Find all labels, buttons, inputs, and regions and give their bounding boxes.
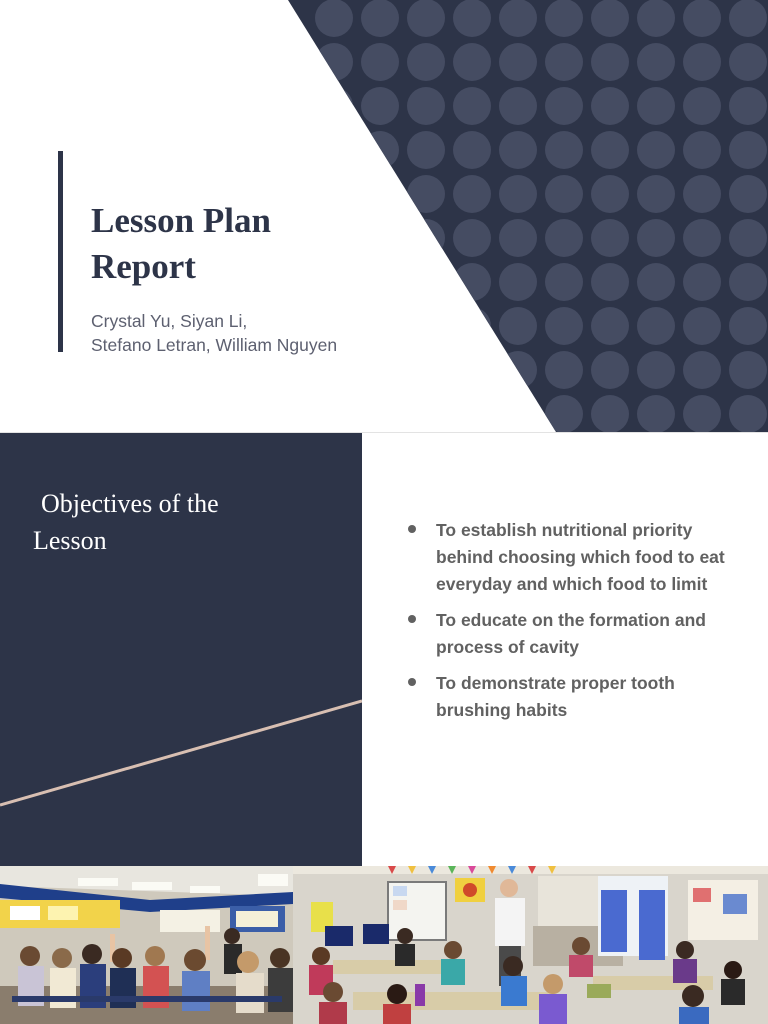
objective-text: To educate on the formation and process of cavity [436,610,706,657]
title-slide [0,0,768,432]
decorative-dot [729,43,767,81]
authors [91,309,337,357]
objective-item [408,670,748,724]
decorative-dot [683,263,721,301]
decorative-dot [683,43,721,81]
decorative-dot [729,351,767,389]
decorative-dot [453,263,491,301]
decorative-dot [361,395,399,432]
decorative-dot [453,175,491,213]
decorative-dot [637,87,675,125]
objective-text: To establish nutritional priority behind choosing which food to eat everyday and which food to limit [436,520,725,594]
objective-item [408,517,748,598]
decorative-dot [361,263,399,301]
decorative-dot [683,131,721,169]
decorative-dot [637,131,675,169]
decorative-dot [545,307,583,345]
decorative-dot [683,351,721,389]
decorative-dot [545,219,583,257]
decorative-dot [729,87,767,125]
decorative-dot [637,219,675,257]
decorative-dot [499,175,537,213]
decorative-dot [499,219,537,257]
bullet-icon [408,525,416,533]
decorative-dot [407,175,445,213]
objectives-list [408,517,748,733]
decorative-dot [361,175,399,213]
decorative-dot [591,351,629,389]
presentation-title [91,198,351,290]
decorative-dot [591,131,629,169]
objectives-dark-panel [0,433,362,866]
decorative-dot [729,219,767,257]
objectives-heading-line-1: Objectives of the [41,489,219,518]
decorative-dot [361,307,399,345]
title-accent-bar [58,151,63,352]
decorative-dot [499,0,537,37]
photos-slide [0,866,768,1024]
decorative-dot [729,131,767,169]
decorative-dot [407,219,445,257]
decorative-dot [637,263,675,301]
decorative-dot [315,131,353,169]
decorative-dot [637,351,675,389]
decorative-dot [683,0,721,37]
decorative-dot [729,263,767,301]
decorative-dot [591,307,629,345]
decorative-dot [683,395,721,432]
decorative-dot [591,87,629,125]
decorative-dot [407,395,445,432]
decorative-dot [683,175,721,213]
decorative-dot [499,307,537,345]
decorative-dot [637,395,675,432]
decorative-dot [545,395,583,432]
authors-line-2: Stefano Letran, William Nguyen [91,335,338,355]
decorative-dot [361,131,399,169]
decorative-dot [407,351,445,389]
bullet-icon [408,678,416,686]
decorative-dot [637,307,675,345]
decorative-dot [453,395,491,432]
decorative-dot [729,307,767,345]
decorative-dot [729,0,767,37]
classroom-students-raising-hands-photo [0,866,293,1024]
decorative-dot [591,0,629,37]
decorative-dot [407,0,445,37]
decorative-dot [407,131,445,169]
decorative-dot [591,43,629,81]
title-line-2: Report [91,247,196,286]
decorative-dot [453,43,491,81]
decorative-dot [499,351,537,389]
decorative-dot [545,175,583,213]
decorative-dot [683,219,721,257]
decorative-dot [499,87,537,125]
decorative-dot [637,175,675,213]
decorative-dot [499,263,537,301]
decorative-dot [683,307,721,345]
decorative-dot [545,87,583,125]
decorative-dot [545,263,583,301]
decorative-dot [591,175,629,213]
decorative-dot [361,0,399,37]
decorative-dot [315,395,353,432]
decorative-dot [545,0,583,37]
decorative-dot [361,43,399,81]
decorative-dot [315,43,353,81]
decorative-dot [729,395,767,432]
diagonal-accent-line [0,433,362,866]
decorative-dot [407,263,445,301]
decorative-dot [591,263,629,301]
decorative-dot [591,219,629,257]
decorative-dot [453,351,491,389]
decorative-dot [499,43,537,81]
decorative-dot [315,87,353,125]
decorative-dot [453,0,491,37]
title-line-1: Lesson Plan [91,201,271,240]
decorative-dot [637,0,675,37]
decorative-dot [407,307,445,345]
decorative-dot [361,351,399,389]
decorative-dot [545,131,583,169]
decorative-dot [407,87,445,125]
decorative-dot [637,43,675,81]
decorative-dot [499,131,537,169]
decorative-dot [545,351,583,389]
objectives-heading-line-2: Lesson [33,526,107,555]
decorative-dot [453,219,491,257]
decorative-dot [361,219,399,257]
decorative-dot [315,0,353,37]
objective-text: To demonstrate proper tooth brushing habits [436,673,675,720]
bullet-icon [408,615,416,623]
decorative-dot [545,43,583,81]
decorative-dot [683,87,721,125]
classroom-teacher-with-students-photo [293,866,768,1024]
objective-item [408,607,748,661]
decorative-dot [591,395,629,432]
decorative-dot [361,87,399,125]
decorative-dot [453,307,491,345]
decorative-dot [453,131,491,169]
objectives-slide [0,432,768,866]
decorative-dot [453,87,491,125]
authors-line-1: Crystal Yu, Siyan Li, [91,311,248,331]
decorative-dot [729,175,767,213]
decorative-dot [407,43,445,81]
decorative-dot [499,395,537,432]
